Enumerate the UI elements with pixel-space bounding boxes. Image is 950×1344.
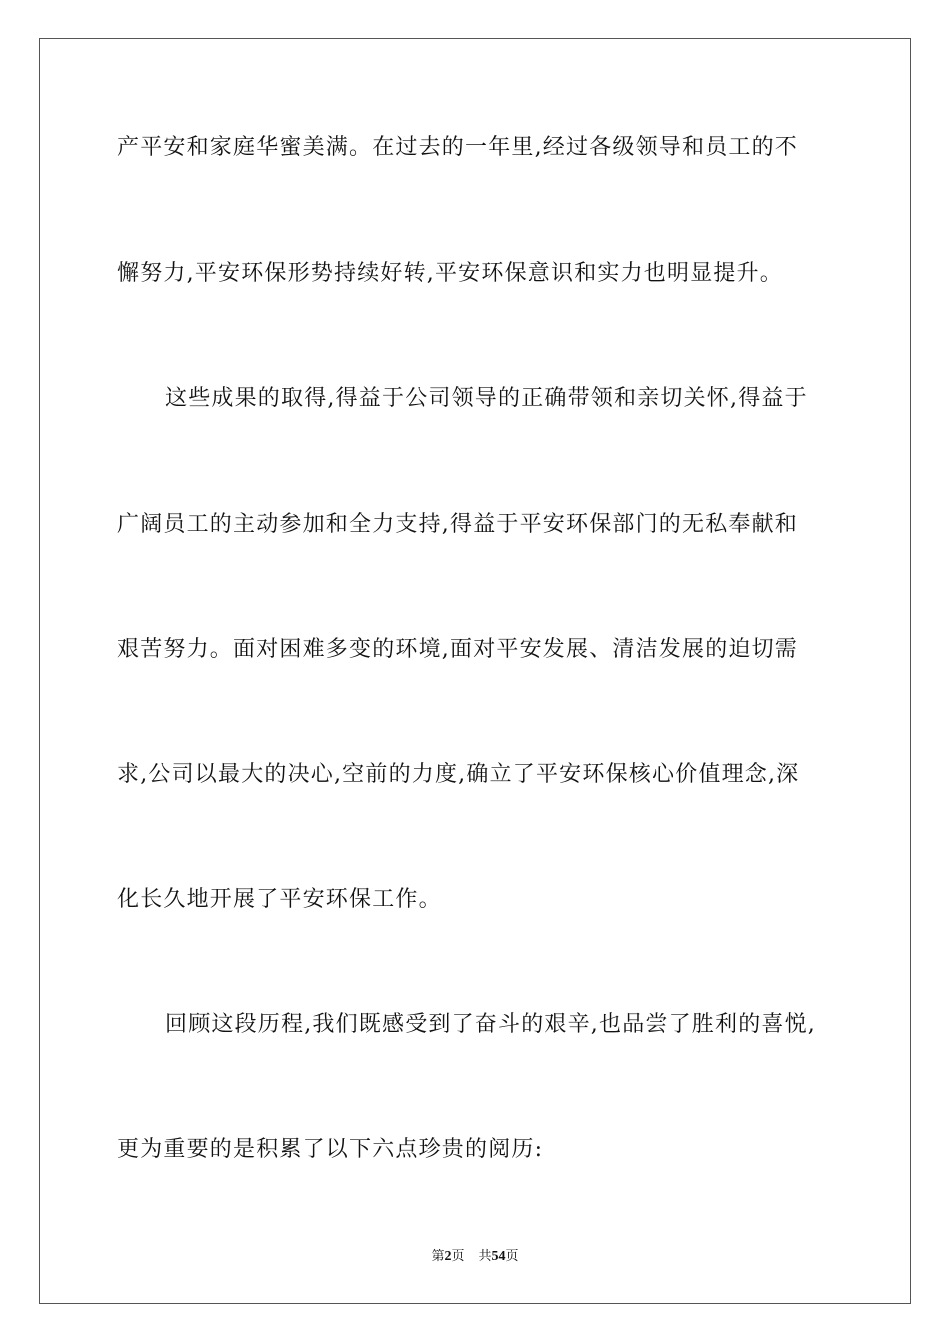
total-suffix: 页 xyxy=(505,1249,519,1264)
paragraph-line: 求,公司以最大的决心,空前的力度,确立了平安环保核心价值理念,深 xyxy=(117,762,800,787)
page-footer xyxy=(0,1248,950,1266)
paragraph-line: 产平安和家庭华蜜美满。在过去的一年里,经过各级领导和员工的不 xyxy=(117,135,798,160)
paragraph-line: 懈努力,平安环保形势持续好转,平安环保意识和实力也明显提升。 xyxy=(117,261,783,286)
page-number: 2 xyxy=(444,1249,452,1264)
paragraph-line: 更为重要的是积累了以下六点珍贵的阅历: xyxy=(117,1137,544,1162)
total-pages: 54 xyxy=(491,1249,506,1264)
paragraph-line: 这些成果的取得,得益于公司领导的正确带领和亲切关怀,得益于 xyxy=(165,386,808,411)
page-border xyxy=(39,38,911,1304)
paragraph-line: 化长久地开展了平安环保工作。 xyxy=(117,887,442,912)
total-prefix: 共 xyxy=(478,1249,492,1264)
paragraph-line: 广阔员工的主动参加和全力支持,得益于平安环保部门的无私奉献和 xyxy=(117,512,798,537)
paragraph-line: 回顾这段历程,我们既感受到了奋斗的艰辛,也品尝了胜利的喜悦, xyxy=(165,1012,816,1037)
page-prefix: 第 xyxy=(431,1249,445,1264)
page-suffix: 页 xyxy=(451,1249,465,1264)
paragraph-line: 艰苦努力。面对困难多变的环境,面对平安发展、清洁发展的迫切需 xyxy=(117,637,798,662)
